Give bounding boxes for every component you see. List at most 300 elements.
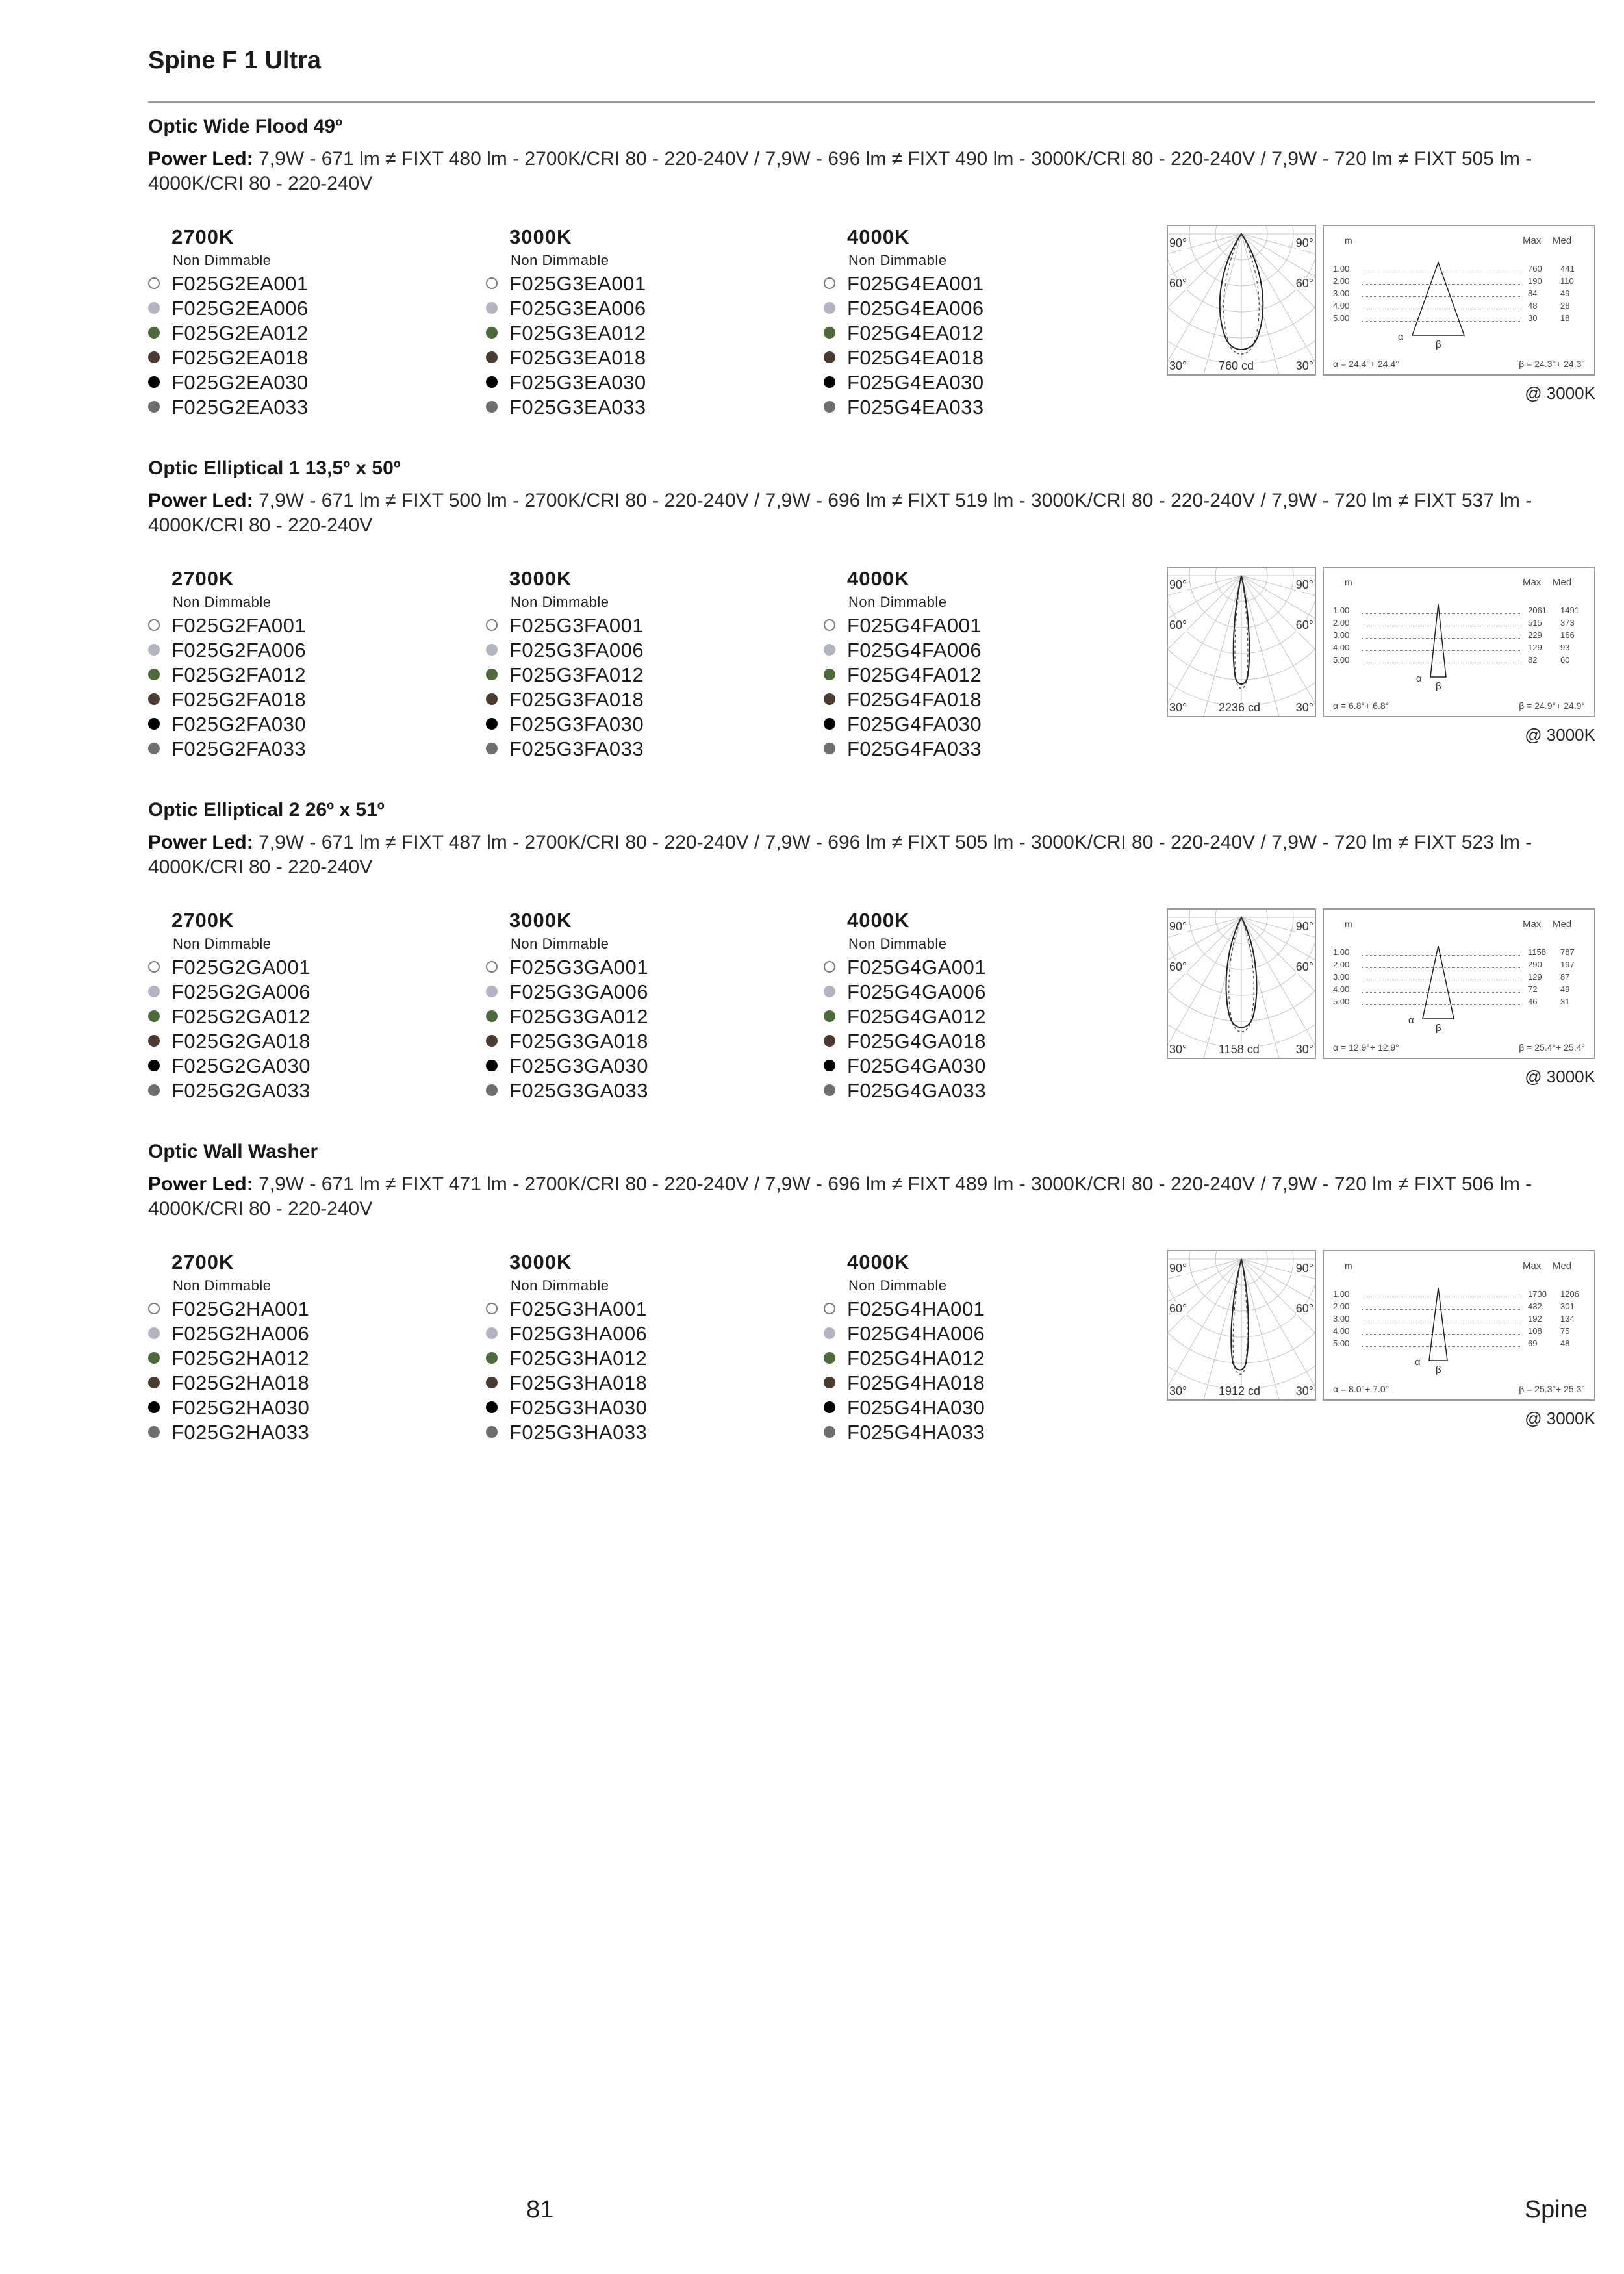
polar-label-30-left: 30° <box>1169 1043 1187 1056</box>
lux-med: 93 <box>1560 643 1570 652</box>
product-code-row[interactable] <box>824 321 1123 346</box>
finish-color-dot <box>148 1035 160 1047</box>
polar-label-60-right: 60° <box>1295 619 1313 632</box>
finish-color-dot <box>148 986 160 997</box>
product-code-row[interactable] <box>148 613 447 638</box>
product-code: F025G3EA018 <box>509 346 646 369</box>
color-temperature: 3000K <box>509 567 572 590</box>
product-code: F025G2EA018 <box>171 346 309 369</box>
code-column-3000k <box>486 1250 785 1445</box>
color-temperature: 2700K <box>171 567 235 590</box>
polar-grid-ray <box>1168 576 1241 695</box>
polar-diagram <box>1167 567 1316 717</box>
product-code-row[interactable] <box>486 296 785 321</box>
product-code: F025G2FA012 <box>171 663 307 686</box>
dimming-type: Non Dimmable <box>511 252 609 268</box>
beta-angle: β = 25.4°+ 25.4° <box>1519 1042 1585 1053</box>
beta-angle: β = 24.3°+ 24.3° <box>1519 359 1585 369</box>
color-temperature: 2700K <box>171 909 235 932</box>
product-code-row[interactable] <box>824 1346 1123 1371</box>
lux-max: 69 <box>1528 1338 1538 1348</box>
product-code-row[interactable] <box>824 687 1123 712</box>
power-led-label: Power Led: <box>148 1173 253 1195</box>
lux-med: 301 <box>1560 1301 1575 1311</box>
product-code-row[interactable] <box>824 1322 1123 1346</box>
light-cone <box>1412 262 1464 335</box>
lux-max: 129 <box>1528 643 1542 652</box>
cone-svg <box>1324 1251 1594 1399</box>
finish-color-dot <box>148 718 160 730</box>
footer-brand: Spine <box>1524 2196 1588 2223</box>
product-code-row[interactable] <box>486 613 785 638</box>
product-code: F025G3EA006 <box>509 297 646 320</box>
product-code-row[interactable] <box>148 1054 447 1079</box>
lux-max: 82 <box>1528 655 1538 665</box>
lux-max: 30 <box>1528 313 1538 323</box>
product-code: F025G2GA006 <box>171 980 311 1003</box>
product-code: F025G4HA006 <box>847 1322 985 1345</box>
light-cone <box>1429 1288 1447 1361</box>
polar-label-30-right: 30° <box>1295 1385 1313 1398</box>
product-code-row[interactable] <box>824 296 1123 321</box>
product-code: F025G2GA018 <box>171 1030 311 1053</box>
product-code-row[interactable] <box>148 1004 447 1029</box>
reference-temperature: @ 3000K <box>1525 383 1595 403</box>
dimming-type: Non Dimmable <box>511 1277 609 1294</box>
product-code: F025G2GA033 <box>171 1079 311 1102</box>
lux-med: 28 <box>1560 301 1570 311</box>
distance: 3.00 <box>1333 630 1350 640</box>
product-code: F025G4HA001 <box>847 1297 985 1320</box>
optic-section <box>148 116 1595 454</box>
product-code-row[interactable] <box>486 395 785 420</box>
product-code-row[interactable] <box>824 1396 1123 1420</box>
polar-label-60-left: 60° <box>1169 619 1187 632</box>
distance: 3.00 <box>1333 1314 1350 1323</box>
product-code-row[interactable] <box>824 1054 1123 1079</box>
finish-color-dot <box>824 1377 835 1388</box>
product-code-row[interactable] <box>824 1004 1123 1029</box>
product-code-row[interactable] <box>486 737 785 761</box>
polar-label-90-left: 90° <box>1169 1262 1187 1275</box>
product-code-row[interactable] <box>148 1297 447 1322</box>
product-code-row[interactable] <box>824 272 1123 296</box>
product-code-row[interactable] <box>148 638 447 663</box>
product-code-row[interactable] <box>486 1371 785 1396</box>
polar-label-90-right: 90° <box>1295 578 1313 591</box>
finish-color-dot <box>824 619 835 631</box>
product-code-row[interactable] <box>486 1054 785 1079</box>
distance: 4.00 <box>1333 643 1350 652</box>
product-code-row[interactable] <box>824 638 1123 663</box>
polar-grid-ray <box>1241 917 1285 1058</box>
med-header: Med <box>1553 1260 1572 1271</box>
distance-unit: m <box>1345 1260 1352 1271</box>
code-column-4000k <box>824 567 1123 761</box>
polar-label-90-left: 90° <box>1169 920 1187 933</box>
optic-section <box>148 799 1595 1137</box>
finish-color-dot <box>486 1303 498 1314</box>
product-code: F025G3EA033 <box>509 396 646 418</box>
product-code: F025G2EA001 <box>171 272 309 295</box>
finish-color-dot <box>148 1377 160 1388</box>
finish-color-dot <box>486 669 498 680</box>
alpha-angle: α = 6.8°+ 6.8° <box>1333 700 1389 711</box>
product-code-row[interactable] <box>148 1420 447 1445</box>
product-code: F025G3HA018 <box>509 1372 648 1394</box>
power-led-line <box>148 489 1577 538</box>
product-code: F025G3HA012 <box>509 1347 648 1370</box>
product-code-row[interactable] <box>486 272 785 296</box>
finish-color-dot <box>148 619 160 631</box>
finish-color-dot <box>148 743 160 754</box>
finish-color-dot <box>824 1327 835 1339</box>
product-code-row[interactable] <box>486 1297 785 1322</box>
polar-grid-ray <box>1198 1259 1241 1399</box>
product-code: F025G2FA006 <box>171 639 307 661</box>
polar-label-30-right: 30° <box>1295 701 1313 714</box>
product-code: F025G2EA033 <box>171 396 309 418</box>
lux-max: 192 <box>1528 1314 1542 1323</box>
finish-color-dot <box>824 1401 835 1413</box>
product-code: F025G3GA012 <box>509 1005 649 1028</box>
code-column-4000k <box>824 908 1123 1103</box>
product-code-row[interactable] <box>148 1079 447 1103</box>
reference-temperature: @ 3000K <box>1525 725 1595 745</box>
dimming-type: Non Dimmable <box>173 936 272 952</box>
product-code-row[interactable] <box>148 1346 447 1371</box>
max-header: Max <box>1523 1260 1542 1271</box>
product-code-row[interactable] <box>486 321 785 346</box>
product-code-row[interactable] <box>148 737 447 761</box>
product-code: F025G2EA012 <box>171 322 309 344</box>
illuminance-cone-table <box>1323 908 1595 1059</box>
product-code: F025G4FA018 <box>847 688 982 711</box>
product-code-row[interactable] <box>824 346 1123 370</box>
dimming-type: Non Dimmable <box>511 594 609 610</box>
product-code-row[interactable] <box>824 980 1123 1004</box>
finish-color-dot <box>486 743 498 754</box>
optic-title: Optic Wall Washer <box>148 1141 318 1162</box>
distance: 2.00 <box>1333 276 1350 286</box>
product-code-row[interactable] <box>148 321 447 346</box>
product-code-row[interactable] <box>148 980 447 1004</box>
product-code: F025G3EA001 <box>509 272 646 295</box>
finish-color-dot <box>486 961 498 973</box>
polar-label-30-left: 30° <box>1169 359 1187 372</box>
product-code-row[interactable] <box>148 272 447 296</box>
dimming-type: Non Dimmable <box>848 936 947 952</box>
product-code: F025G4GA033 <box>847 1079 987 1102</box>
lux-med: 134 <box>1560 1314 1575 1323</box>
finish-color-dot <box>824 743 835 754</box>
product-code-row[interactable] <box>486 370 785 395</box>
power-led-label: Power Led: <box>148 490 253 511</box>
product-code: F025G4FA030 <box>847 713 982 735</box>
lux-max: 48 <box>1528 301 1538 311</box>
lux-med: 18 <box>1560 313 1570 323</box>
product-code: F025G2HA018 <box>171 1372 310 1394</box>
illuminance-cone-table <box>1323 567 1595 717</box>
light-cone <box>1423 946 1454 1019</box>
finish-color-dot <box>148 1426 160 1438</box>
finish-color-dot <box>486 693 498 705</box>
product-code: F025G4HA018 <box>847 1372 985 1394</box>
product-code-row[interactable] <box>486 638 785 663</box>
power-led-values: 7,9W - 671 lm ≠ FIXT 471 lm - 2700K/CRI 80 - 220-240V / 7,9W - 696 lm ≠ FIXT 489 lm - 3000K/CRI 80 - 220-240V / 7,9W - 720 lm ≠ FIXT 506 lm - 4000K/CRI 80 - 220-240V <box>148 1173 1532 1220</box>
product-code: F025G2GA030 <box>171 1054 311 1077</box>
power-led-line <box>148 830 1577 880</box>
finish-color-dot <box>824 302 835 314</box>
polar-intensity: 1912 cd <box>1219 1385 1261 1398</box>
product-code: F025G4FA033 <box>847 737 982 760</box>
polar-label-60-left: 60° <box>1169 1302 1187 1315</box>
finish-color-dot <box>148 1010 160 1022</box>
product-code: F025G3HA006 <box>509 1322 648 1345</box>
lux-max: 229 <box>1528 630 1542 640</box>
finish-color-dot <box>486 1426 498 1438</box>
polar-intensity: 2236 cd <box>1219 701 1261 714</box>
polar-label-60-right: 60° <box>1295 960 1313 973</box>
color-temperature: 3000K <box>509 1251 572 1273</box>
product-code: F025G3FA018 <box>509 688 644 711</box>
color-temperature: 3000K <box>509 909 572 932</box>
product-code-row[interactable] <box>148 1371 447 1396</box>
max-header: Max <box>1523 235 1542 246</box>
product-code-row[interactable] <box>148 712 447 737</box>
product-code: F025G4GA018 <box>847 1030 987 1053</box>
dimming-type: Non Dimmable <box>848 252 947 268</box>
dimming-type: Non Dimmable <box>848 594 947 610</box>
product-code-row[interactable] <box>486 687 785 712</box>
finish-color-dot <box>148 669 160 680</box>
reference-temperature: @ 3000K <box>1525 1067 1595 1086</box>
product-code: F025G3FA006 <box>509 639 644 661</box>
product-code-row[interactable] <box>824 1029 1123 1054</box>
product-code: F025G4FA006 <box>847 639 982 661</box>
light-cone <box>1430 604 1446 677</box>
finish-color-dot <box>824 327 835 339</box>
optic-section <box>148 1141 1595 1479</box>
lux-max: 290 <box>1528 960 1542 969</box>
product-code-row[interactable] <box>148 346 447 370</box>
distance: 2.00 <box>1333 618 1350 628</box>
product-code: F025G2HA012 <box>171 1347 310 1370</box>
code-column-2700k <box>148 225 447 420</box>
finish-color-dot <box>148 277 160 289</box>
distance: 5.00 <box>1333 313 1350 323</box>
lux-med: 110 <box>1560 276 1574 286</box>
lux-med: 197 <box>1560 960 1575 969</box>
power-led-line <box>148 147 1577 196</box>
max-header: Max <box>1523 919 1542 930</box>
finish-color-dot <box>148 1060 160 1071</box>
finish-color-dot <box>824 644 835 656</box>
product-code-row[interactable] <box>824 663 1123 687</box>
lux-med: 1491 <box>1560 606 1579 615</box>
finish-color-dot <box>148 351 160 363</box>
product-code: F025G3GA001 <box>509 956 649 978</box>
med-header: Med <box>1553 919 1572 930</box>
product-code-row[interactable] <box>824 712 1123 737</box>
finish-color-dot <box>148 1352 160 1364</box>
product-code-row[interactable] <box>486 1079 785 1103</box>
polar-diagram <box>1167 908 1316 1059</box>
beta-angle: β = 25.3°+ 25.3° <box>1519 1384 1585 1394</box>
finish-color-dot <box>148 1401 160 1413</box>
lux-med: 49 <box>1560 984 1570 994</box>
lux-max: 190 <box>1528 276 1542 286</box>
product-code-row[interactable] <box>148 1396 447 1420</box>
dimming-type: Non Dimmable <box>173 252 272 268</box>
product-code-row[interactable] <box>148 296 447 321</box>
lux-med: 373 <box>1560 618 1575 628</box>
polar-diagram-svg <box>1168 1251 1315 1399</box>
product-code-row[interactable] <box>148 955 447 980</box>
beta-angle: β = 24.9°+ 24.9° <box>1519 700 1585 711</box>
lux-med: 441 <box>1560 264 1575 274</box>
code-column-3000k <box>486 908 785 1103</box>
product-code-row[interactable] <box>486 712 785 737</box>
product-code-row[interactable] <box>824 395 1123 420</box>
polar-label-90-left: 90° <box>1169 578 1187 591</box>
finish-color-dot <box>486 1377 498 1388</box>
lux-max: 108 <box>1528 1326 1542 1336</box>
code-column-2700k <box>148 1250 447 1445</box>
product-code: F025G3EA012 <box>509 322 646 344</box>
product-code-row[interactable] <box>148 370 447 395</box>
product-code: F025G4GA006 <box>847 980 987 1003</box>
dimming-type: Non Dimmable <box>173 1277 272 1294</box>
distance: 2.00 <box>1333 960 1350 969</box>
finish-color-dot <box>486 1352 498 1364</box>
code-column-3000k <box>486 225 785 420</box>
distance: 1.00 <box>1333 264 1350 274</box>
product-code-row[interactable] <box>824 1297 1123 1322</box>
lux-max: 84 <box>1528 288 1538 298</box>
product-code-row[interactable] <box>486 955 785 980</box>
polar-label-60-left: 60° <box>1169 277 1187 290</box>
product-code: F025G4GA001 <box>847 956 987 978</box>
lux-med: 166 <box>1560 630 1575 640</box>
polar-grid-ray <box>1168 234 1241 353</box>
product-code: F025G4EA033 <box>847 396 984 418</box>
product-code: F025G4HA030 <box>847 1396 985 1419</box>
beta-symbol: β <box>1436 1364 1441 1375</box>
product-code-row[interactable] <box>824 370 1123 395</box>
finish-color-dot <box>486 277 498 289</box>
illuminance-cone-table <box>1323 225 1595 376</box>
product-code-row[interactable] <box>486 1420 785 1445</box>
product-code-row[interactable] <box>486 1346 785 1371</box>
product-code-row[interactable] <box>486 1029 785 1054</box>
finish-color-dot <box>824 277 835 289</box>
product-code-row[interactable] <box>824 613 1123 638</box>
finish-color-dot <box>148 302 160 314</box>
finish-color-dot <box>824 1303 835 1314</box>
code-column-2700k <box>148 567 447 761</box>
polar-diagram-svg <box>1168 910 1315 1058</box>
product-code-row[interactable] <box>486 663 785 687</box>
optic-title: Optic Elliptical 2 26º x 51º <box>148 799 385 821</box>
beta-symbol: β <box>1436 681 1441 692</box>
product-code-row[interactable] <box>824 1079 1123 1103</box>
finish-color-dot <box>148 1084 160 1096</box>
product-code: F025G2HA030 <box>171 1396 310 1419</box>
lux-med: 1206 <box>1560 1289 1579 1299</box>
alpha-angle: α = 12.9°+ 12.9° <box>1333 1042 1399 1053</box>
polar-label-90-right: 90° <box>1295 1262 1313 1275</box>
code-column-3000k <box>486 567 785 761</box>
finish-color-dot <box>486 1035 498 1047</box>
product-code-row[interactable] <box>148 663 447 687</box>
alpha-symbol: α <box>1416 673 1422 684</box>
product-code: F025G3FA012 <box>509 663 644 686</box>
cone-svg <box>1324 226 1594 374</box>
distance: 3.00 <box>1333 972 1350 982</box>
polar-label-90-left: 90° <box>1169 236 1187 249</box>
product-code-row[interactable] <box>148 687 447 712</box>
finish-color-dot <box>486 302 498 314</box>
med-header: Med <box>1553 577 1572 588</box>
distance: 5.00 <box>1333 997 1350 1006</box>
product-code: F025G2FA033 <box>171 737 307 760</box>
product-code-row[interactable] <box>148 1029 447 1054</box>
polar-grid-ray <box>1241 234 1315 353</box>
finish-color-dot <box>486 718 498 730</box>
product-code-row[interactable] <box>148 1322 447 1346</box>
lux-max: 432 <box>1528 1301 1542 1311</box>
product-code: F025G4EA030 <box>847 371 984 394</box>
finish-color-dot <box>148 327 160 339</box>
finish-color-dot <box>824 1352 835 1364</box>
product-code: F025G3HA001 <box>509 1297 648 1320</box>
product-code: F025G3HA030 <box>509 1396 648 1419</box>
polar-grid-ray <box>1241 576 1315 695</box>
color-temperature: 3000K <box>509 225 572 248</box>
polar-diagram <box>1167 225 1316 376</box>
product-code-row[interactable] <box>148 395 447 420</box>
product-code-row[interactable] <box>486 1396 785 1420</box>
distance-unit: m <box>1345 577 1352 587</box>
max-header: Max <box>1523 577 1542 588</box>
finish-color-dot <box>486 1060 498 1071</box>
product-code: F025G2GA012 <box>171 1005 311 1028</box>
product-code-row[interactable] <box>486 980 785 1004</box>
lux-max: 515 <box>1528 618 1542 628</box>
product-code-row[interactable] <box>486 346 785 370</box>
product-code-row[interactable] <box>486 1004 785 1029</box>
product-code-row[interactable] <box>824 1420 1123 1445</box>
product-code-row[interactable] <box>486 1322 785 1346</box>
distance: 3.00 <box>1333 288 1350 298</box>
product-code-row[interactable] <box>824 955 1123 980</box>
finish-color-dot <box>824 718 835 730</box>
color-temperature: 4000K <box>847 909 910 932</box>
finish-color-dot <box>486 376 498 388</box>
product-code-row[interactable] <box>824 737 1123 761</box>
cone-svg <box>1324 910 1594 1058</box>
finish-color-dot <box>824 1060 835 1071</box>
lux-med: 48 <box>1560 1338 1570 1348</box>
polar-diagram-svg <box>1168 226 1315 374</box>
polar-label-90-right: 90° <box>1295 236 1313 249</box>
product-code-row[interactable] <box>824 1371 1123 1396</box>
product-code: F025G2FA018 <box>171 688 307 711</box>
product-code: F025G4HA012 <box>847 1347 985 1370</box>
product-code: F025G3GA030 <box>509 1054 649 1077</box>
product-code: F025G2EA006 <box>171 297 309 320</box>
